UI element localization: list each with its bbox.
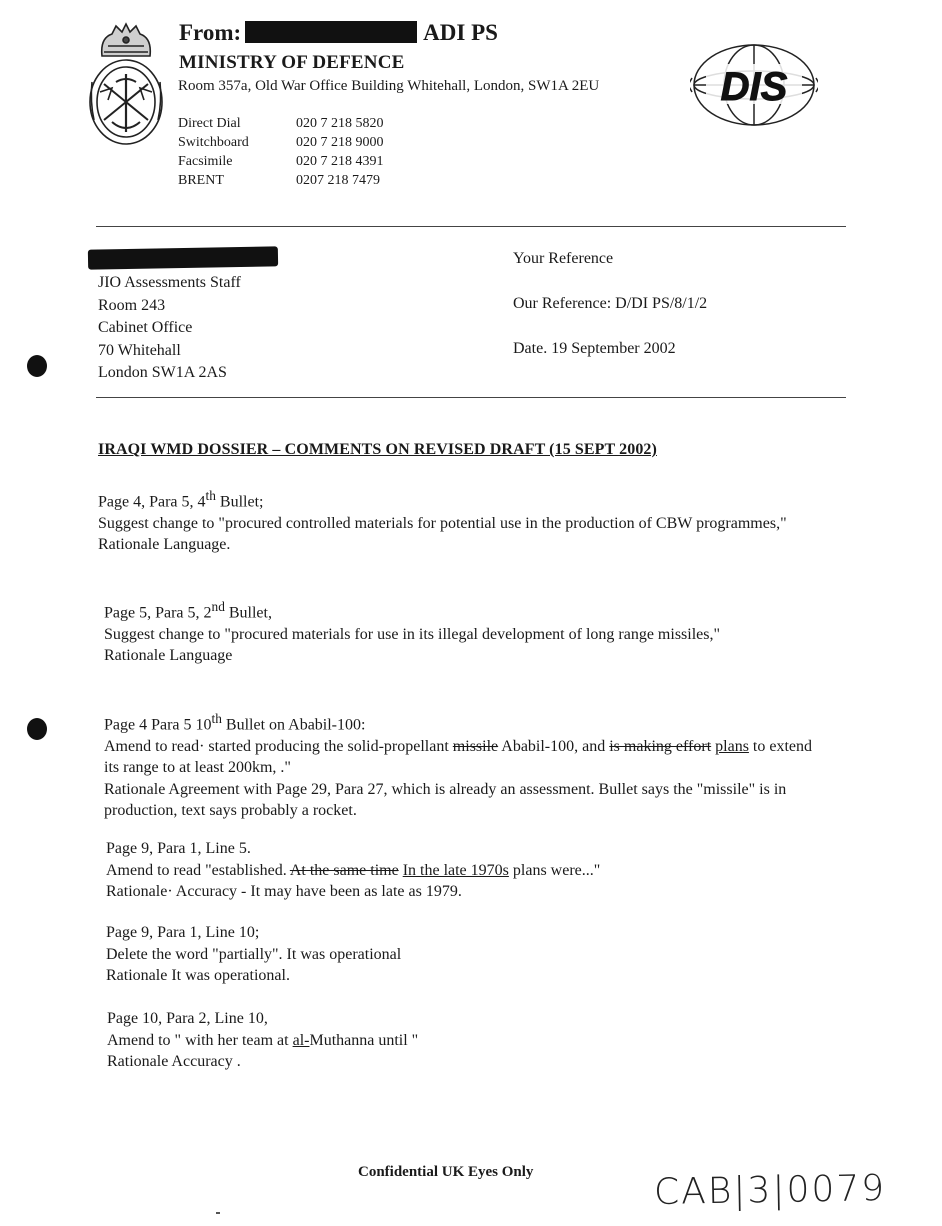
our-reference: Our Reference: D/DI PS/8/1/2 — [513, 295, 708, 312]
contact-value: 020 7 218 9000 — [296, 135, 384, 150]
ref-superscript: th — [211, 711, 222, 726]
classification-footer: Confidential UK Eyes Only — [358, 1164, 534, 1180]
struck-text: missile — [452, 737, 499, 755]
amend-text: Amend to " with her team at — [107, 1031, 293, 1049]
inserted-text: al- — [292, 1031, 310, 1049]
recipient-line: 70 Whitehall — [98, 341, 181, 359]
amend-text: plans were..." — [508, 861, 601, 879]
recipient-line: Room 243 — [98, 296, 166, 314]
contact-row — [178, 114, 384, 133]
item-reference — [104, 596, 784, 624]
comment-item — [104, 596, 784, 667]
redaction-bar — [245, 21, 417, 43]
amend-text: Amend to read· started producing the solid-propellant — [104, 737, 453, 755]
scan-speck — [216, 1212, 220, 1214]
item-rationale: Rationale· Accuracy - It may have been as late as 1979. — [106, 883, 462, 900]
document-heading: IRAQI WMD DOSSIER – COMMENTS ON REVISED DRAFT (15 SEPT 2002) — [98, 441, 657, 458]
your-reference: Your Reference — [513, 250, 614, 267]
ref-text: Bullet on Ababil-100: — [221, 716, 366, 734]
contact-value: 020 7 218 4391 — [296, 154, 384, 169]
item-rationale: Rationale Language — [104, 647, 233, 665]
dis-logo-icon — [690, 42, 818, 128]
comment-item — [104, 708, 829, 822]
ref-text: Page 4 Para 5 10 — [104, 716, 212, 734]
recipient-redaction-bar — [88, 246, 278, 269]
item-reference: Page 9, Para 1, Line 10; — [106, 924, 260, 941]
item-rationale: Rationale Language. — [98, 536, 231, 554]
contact-label: Facsimile — [178, 154, 233, 169]
punch-hole — [27, 718, 47, 740]
struck-text: is making effort — [609, 737, 712, 755]
amend-text: to extend its range to at least 200km, ." — [104, 737, 813, 777]
recipient-line: JIO Assessments Staff — [98, 274, 241, 291]
ref-text: Page 4, Para 5, 4 — [98, 493, 206, 511]
item-amendment — [107, 1030, 852, 1052]
dis-logo-text: DIS — [720, 65, 788, 109]
amend-text: Ababil-100, and — [498, 737, 610, 755]
item-reference — [104, 708, 829, 736]
item-change: Suggest change to "procured materials for use in its illegal development of long range missiles," — [104, 625, 721, 643]
ref-text: Bullet, — [224, 604, 272, 622]
item-reference: Page 10, Para 2, Line 10, — [107, 1010, 268, 1027]
item-amendment — [106, 860, 851, 882]
comment-item — [106, 922, 851, 987]
contact-row — [178, 133, 384, 152]
punch-hole — [27, 355, 47, 377]
inserted-text: plans — [715, 737, 749, 755]
from-suffix: ADI PS — [423, 20, 498, 45]
from-line — [179, 20, 498, 46]
comment-item — [107, 1008, 852, 1073]
contact-row — [178, 171, 384, 190]
handwritten-reference: CAB|3|0079 — [653, 1167, 887, 1214]
contact-value: 020 7 218 5820 — [296, 116, 384, 131]
ref-text: Bullet; — [215, 493, 264, 511]
ref-superscript: th — [205, 488, 216, 503]
item-rationale: Rationale Accuracy . — [107, 1053, 241, 1070]
item-rationale: Rationale It was operational. — [106, 967, 290, 984]
recipient-line: London SW1A 2AS — [98, 364, 227, 381]
contact-label: Direct Dial — [178, 116, 241, 131]
recipient-line: Cabinet Office — [98, 319, 193, 336]
item-change: Suggest change to "procured controlled materials for potential use in the production of CBW programmes," — [98, 514, 787, 532]
ref-text: Page 5, Para 5, 2 — [104, 604, 212, 622]
item-reference: Page 9, Para 1, Line 5. — [106, 840, 251, 857]
contact-list — [178, 114, 384, 190]
amend-text: Muthanna until " — [309, 1031, 419, 1049]
item-amendment — [104, 736, 829, 779]
ministry-name: MINISTRY OF DEFENCE — [179, 52, 405, 73]
ref-superscript: nd — [211, 599, 225, 614]
divider — [96, 397, 846, 398]
comment-item — [106, 838, 851, 903]
contact-row — [178, 152, 384, 171]
amend-text: Amend to read "established. — [106, 861, 290, 879]
letterhead-address: Room 357a, Old War Office Building Whitehall, London, SW1A 2EU — [178, 78, 600, 94]
item-reference — [98, 485, 843, 513]
contact-value: 0207 218 7479 — [296, 173, 380, 188]
from-label: From: — [179, 20, 242, 45]
letter-date: Date. 19 September 2002 — [513, 340, 676, 357]
recipient-address — [98, 272, 241, 385]
comment-item — [98, 485, 843, 556]
divider — [96, 226, 846, 227]
contact-label: Switchboard — [178, 135, 249, 150]
inserted-text: In the late 1970s — [402, 861, 509, 879]
item-rationale: Rationale Agreement with Page 29, Para 27, which is already an assessment. Bullet says the "missile" is in production, text says probably a rocket. — [104, 780, 787, 820]
mod-crest-icon — [86, 22, 166, 146]
reference-block — [513, 250, 707, 385]
item-change: Delete the word "partially". It was operational — [106, 945, 402, 963]
contact-label: BRENT — [178, 173, 224, 188]
struck-text: At the same time — [289, 861, 399, 879]
